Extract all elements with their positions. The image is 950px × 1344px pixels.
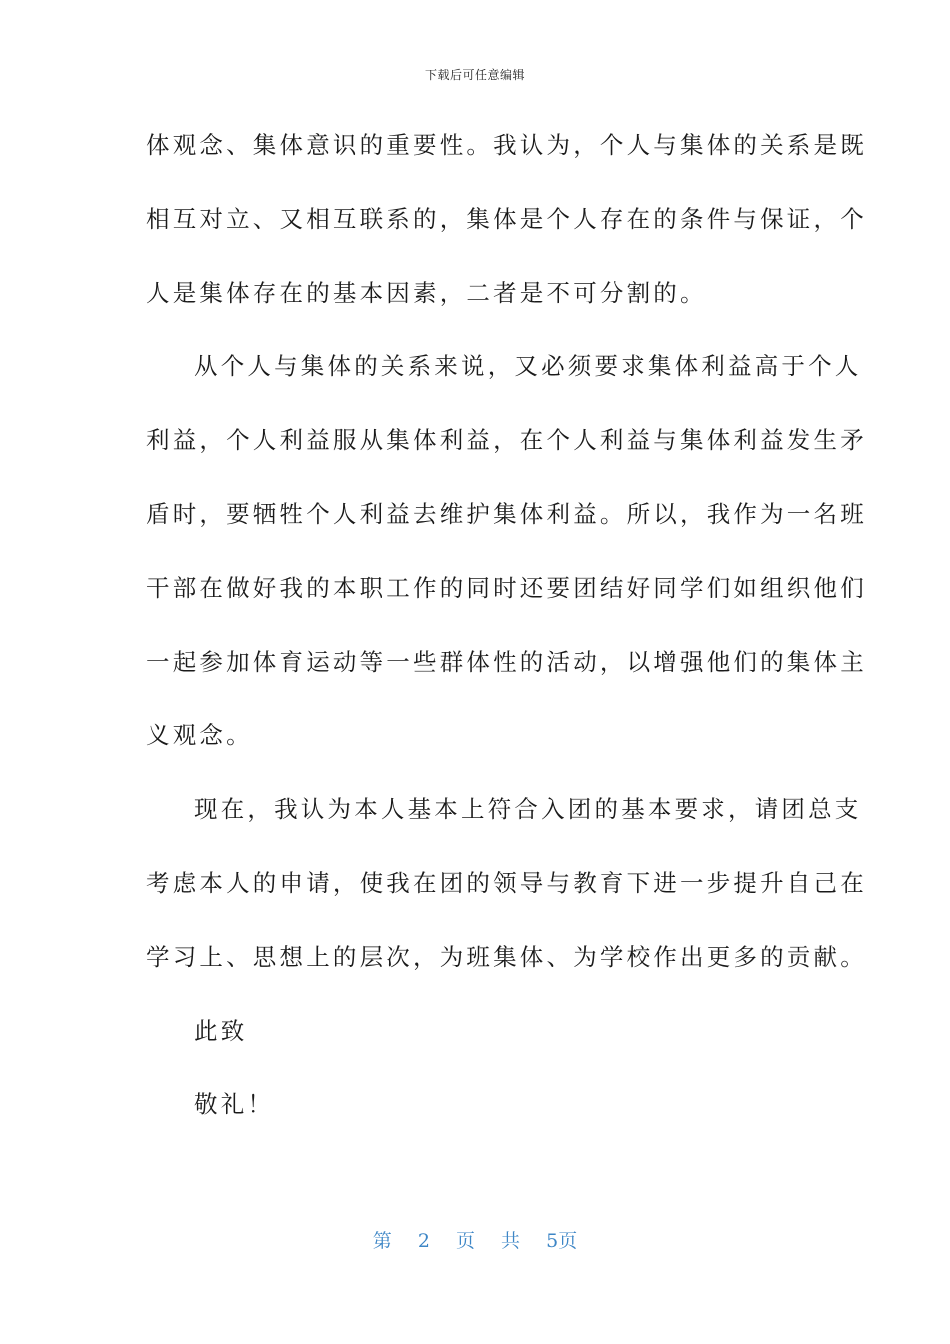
closing-salutation: 此致 bbox=[194, 1016, 248, 1045]
document-body bbox=[146, 117, 867, 1150]
body-line-1: 体观念、集体意识的重要性。我认为，个人与集体的关系是既 bbox=[146, 131, 867, 159]
body-line-3: 人是集体存在的基本因素，二者是不可分割的。 bbox=[146, 278, 707, 307]
body-line-5: 利益，个人利益服从集体利益，在个人利益与集体利益发生矛 bbox=[146, 426, 867, 455]
body-line-11: 考虑本人的申请，使我在团的领导与教育下进一步提升自己在 bbox=[146, 868, 867, 897]
body-line-2: 相互对立、又相互联系的，集体是个人存在的条件与保证，个 bbox=[146, 204, 867, 233]
body-line-8: 一起参加体育运动等一些群体性的活动，以增强他们的集体主 bbox=[146, 647, 867, 676]
footer-label-gong: 共 bbox=[501, 1230, 521, 1252]
footer-current-page: 2 bbox=[417, 1230, 430, 1252]
body-line-9: 义观念。 bbox=[146, 721, 253, 750]
body-line-10: 现在，我认为本人基本上符合入团的基本要求，请团总支 bbox=[194, 795, 862, 824]
page-footer bbox=[0, 1226, 950, 1253]
closing-regards: 敬礼！ bbox=[194, 1090, 275, 1119]
body-line-7: 干部在做好我的本职工作的同时还要团结好同学们如组织他们 bbox=[146, 573, 867, 602]
body-line-4: 从个人与集体的关系来说，又必须要求集体利益高于个人 bbox=[194, 352, 862, 381]
footer-label-di: 第 bbox=[372, 1230, 392, 1252]
header-note: 下载后可任意编辑 bbox=[424, 68, 525, 82]
body-line-12: 学习上、思想上的层次，为班集体、为学校作出更多的贡献。 bbox=[146, 942, 867, 971]
footer-label-ye: 页 bbox=[455, 1230, 475, 1252]
footer-total-pages: 5页 bbox=[546, 1230, 578, 1252]
body-line-6: 盾时，要牺牲个人利益去维护集体利益。所以，我作为一名班 bbox=[146, 499, 867, 528]
